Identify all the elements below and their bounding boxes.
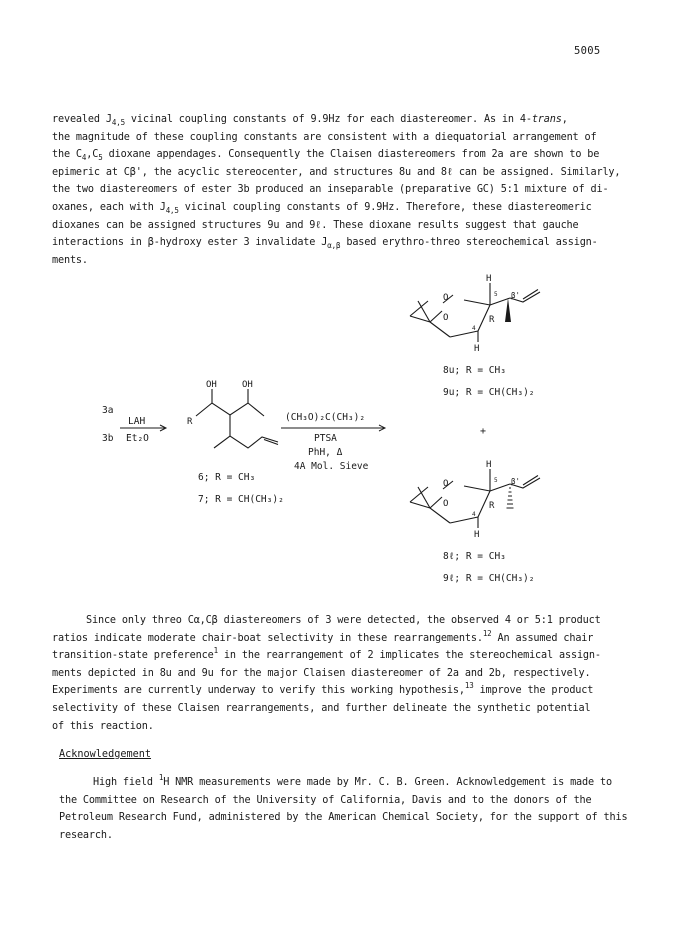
top-h-lower: H bbox=[474, 344, 480, 354]
compound-9u-label: 9u; R = CH(CH₃)₂ bbox=[443, 387, 535, 398]
top-r: R bbox=[489, 315, 495, 325]
bottom-h-lower: H bbox=[474, 530, 480, 540]
top-locant-4: 4 bbox=[472, 325, 476, 332]
top-o-2: O bbox=[443, 313, 449, 323]
reactant-3b: 3b bbox=[102, 433, 114, 444]
reagent-ptsa: PTSA bbox=[314, 433, 337, 444]
paragraph-results: revealed $J_{4,5}$ vicinal coupling constants of 9.9Hz for each diastereomer. As in 4-trans, the magnitude of these coupling constants are consistent with a diequatorial arrangement of the $C_4,C_5$ dioxane appendages. Consequently the Claisen diastereomers from 2a are shown to be epimeric at Cβ', the acyclic stereocenter, and structures 8u and 8ℓ can be assigned. Similarly, the two diastereomers of ester 3b produced an inseparable (preparative GC) 5:1 mixture of di- oxanes, each with $J_{4,5}$ vicinal coupling constants of 9.9Hz. Therefore, these diastereomeric dioxanes can be assigned structures 9u and 9ℓ. These dioxane results suggest that gauche interactions in β-hydroxy ester 3 invalidate $J_{\alpha,\beta}$ based erythro-threo stereochemical assign- ments. bbox=[52, 114, 621, 266]
page-number: 5005 bbox=[574, 45, 601, 57]
dioxane-l-structure bbox=[410, 469, 540, 528]
bottom-o-1: O bbox=[443, 479, 449, 489]
acknowledgement-heading: Acknowledgement bbox=[59, 749, 152, 760]
paragraph-acknowledgement: High field $^1$H NMR measurements were made by Mr. C. B. Green. Acknowledgement is made to the Committee on Research of the University of California, Davis and to the donors of the Petroleum Research Fund, administered by the American Chemical Society, for the support of this research. bbox=[59, 773, 628, 841]
top-o-1: O bbox=[443, 293, 449, 303]
bottom-h-upper: H bbox=[486, 460, 492, 470]
reagent-sieves: 4A Mol. Sieve bbox=[294, 461, 369, 472]
compound-6-label: 6; R = CH₃ bbox=[198, 472, 256, 483]
diol-oh-1: OH bbox=[206, 380, 217, 390]
reagent-solvent: PhH, Δ bbox=[308, 447, 343, 458]
compound-8l-label: 8ℓ; R = CH₃ bbox=[443, 551, 506, 562]
diol-oh-2: OH bbox=[242, 380, 253, 390]
diol-r: R bbox=[187, 417, 193, 427]
compound-7-label: 7; R = CH(CH₃)₂ bbox=[198, 494, 284, 505]
dioxane-u-structure bbox=[410, 283, 540, 342]
top-locant-5: 5 bbox=[494, 291, 498, 298]
compound-9l-label: 9ℓ; R = CH(CH₃)₂ bbox=[443, 573, 535, 584]
bottom-beta-prime: β' bbox=[511, 477, 521, 486]
diol-structure bbox=[196, 389, 278, 448]
top-beta-prime: β' bbox=[511, 291, 521, 300]
bottom-o-2: O bbox=[443, 499, 449, 509]
reaction-arrow-1 bbox=[120, 425, 166, 431]
plus-sign: + bbox=[480, 426, 487, 437]
bottom-locant-4: 4 bbox=[472, 511, 476, 518]
reaction-arrow-2 bbox=[281, 425, 385, 431]
reagent-dimethoxypropane: (CH₃O)₂C(CH₃)₂ bbox=[285, 412, 366, 423]
bottom-r: R bbox=[489, 501, 495, 511]
compound-8u-label: 8u; R = CH₃ bbox=[443, 365, 506, 376]
paragraph-selectivity: Since only threo Cα,Cβ diastereomers of 3 were detected, the observed 4 or 5:1 product ratios indicate moderate chair-boat selectivity in these rearrangements.$^{12}$ An assumed chair transition-state preference$^1$ in the rearrangement of 2 implicates the stereochemical assign- ments depicted in 8u and 9u for the major Claisen diastereomer of 2a and 2b, respectively. Experiments are currently underway to verify this working hypothesis,$^{13}$ improve the product selectivity of these Claisen rearrangements, and further delineate the synthetic potential of this reaction. bbox=[52, 615, 601, 732]
bottom-locant-5: 5 bbox=[494, 477, 498, 484]
reactant-3a: 3a bbox=[102, 405, 114, 416]
reagent-lah: LAH bbox=[128, 416, 146, 427]
top-h-upper: H bbox=[486, 274, 492, 284]
reagent-ether: Et₂O bbox=[126, 433, 149, 444]
